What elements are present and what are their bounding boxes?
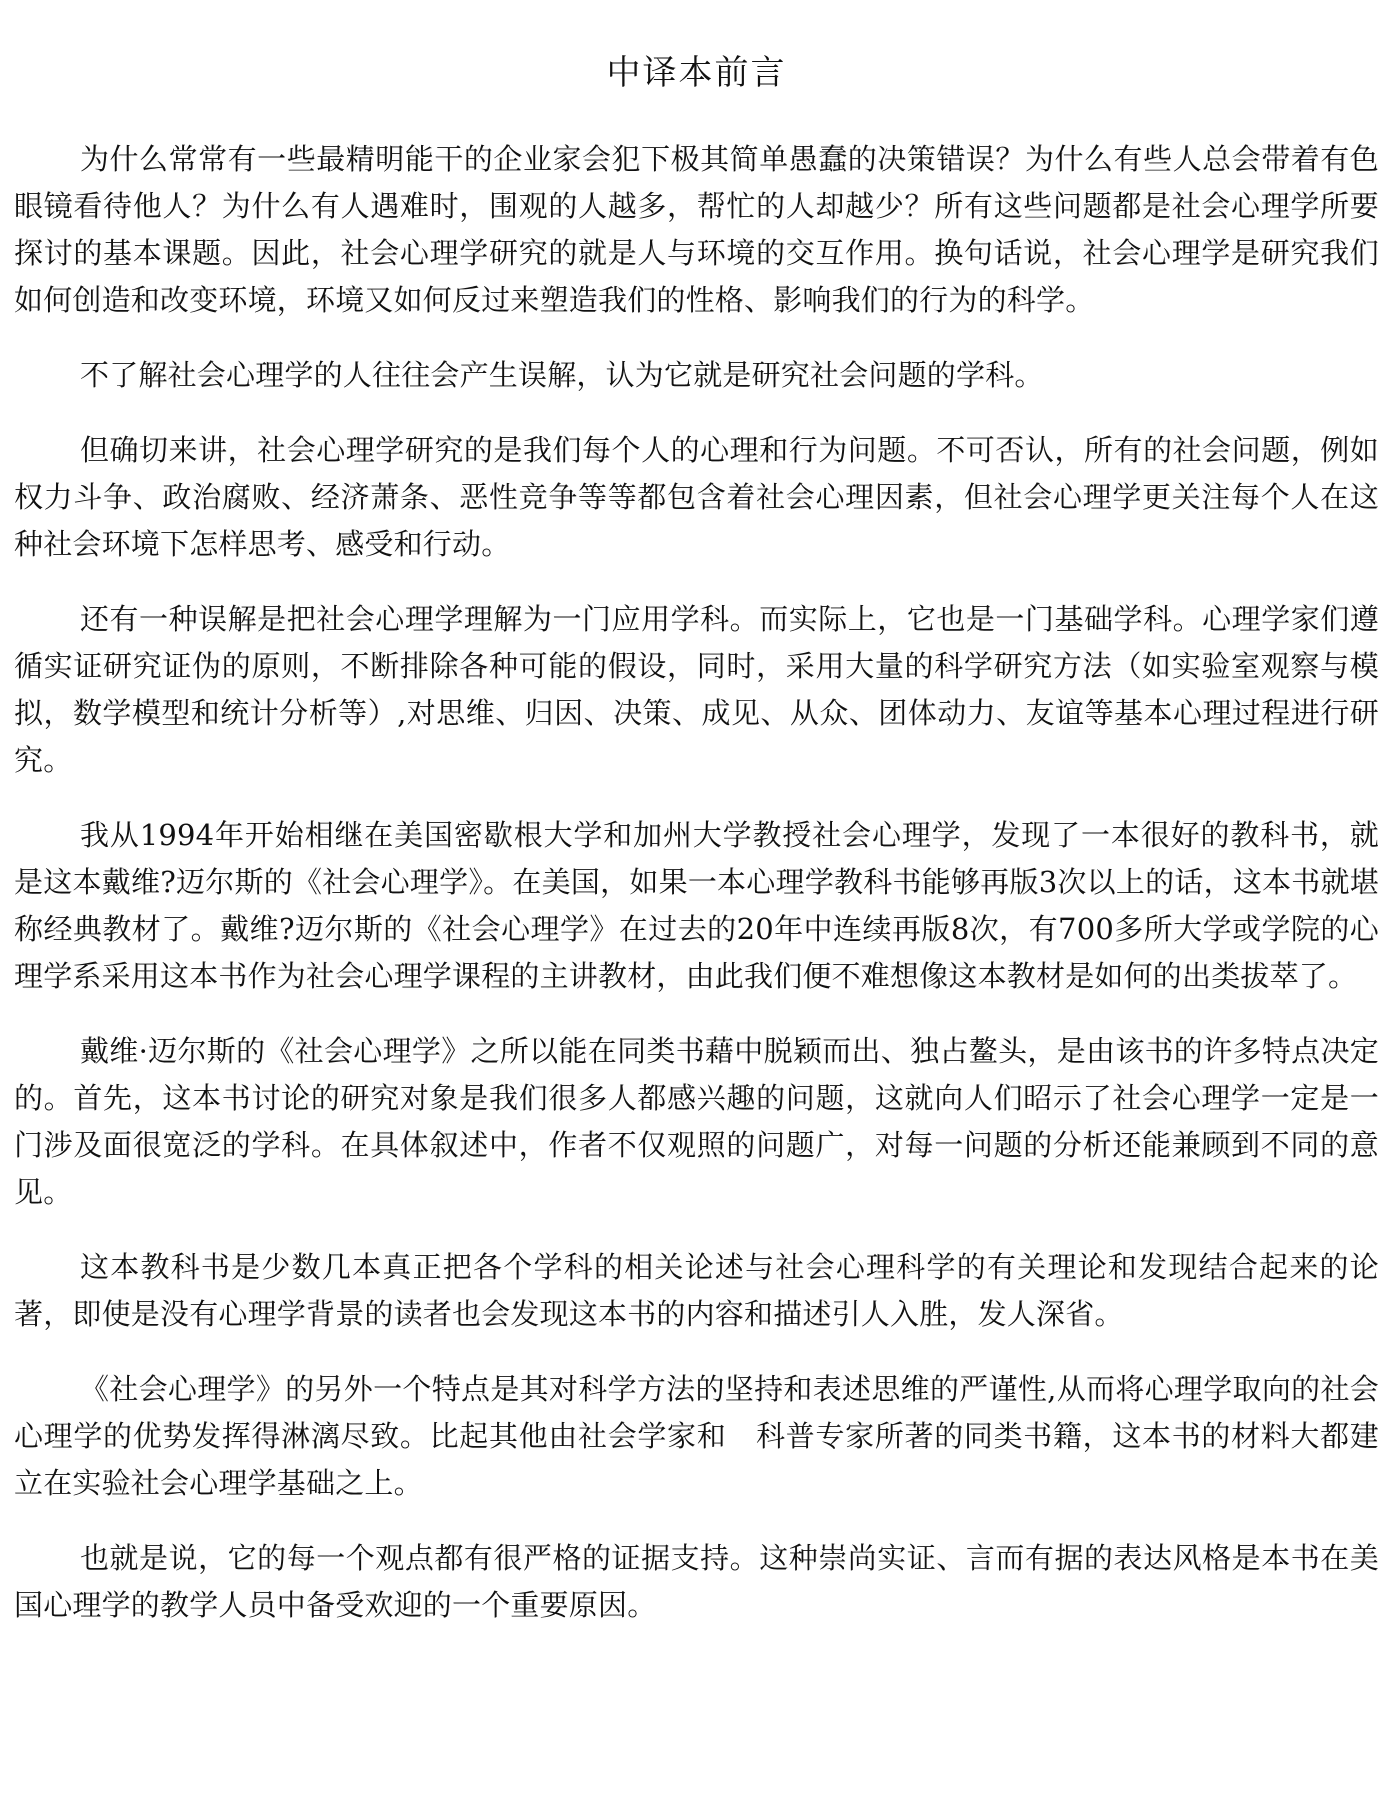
page-title: 中译本前言 xyxy=(606,53,787,93)
paragraph-4: 还有一种误解是把社会心理学理解为一门应用学科。而实际上，它也是一门基础学科。心理学家们遵循实证研究证伪的原则，不断排除各种可能的假设，同时，采用大量的科学研究方法（如实验室观察与模拟，数学模型和统计分析等）,对思维、归因、决策、成见、从众、团体动力、友谊等基本心理过程进行研究。 xyxy=(14,602,1379,777)
paragraph-6: 戴维·迈尔斯的《社会心理学》之所以能在同类书藉中脱颖而出、独占鳌头，是由该书的许多特点决定的。首先，这本书讨论的研究对象是我们很多人都感兴趣的问题，这就向人们昭示了社会心理学一定是一门涉及面很宽泛的学科。在具体叙述中，作者不仅观照的问题广，对每一问题的分析还能兼顾到不同的意见。 xyxy=(14,1034,1379,1209)
paragraph-7: 这本教科书是少数几本真正把各个学科的相关论述与社会心理科学的有关理论和发现结合起来的论著，即使是没有心理学背景的读者也会发现这本书的内容和描述引人入胜，发人深省。 xyxy=(14,1250,1379,1331)
paragraph-2: 不了解社会心理学的人往往会产生误解，认为它就是研究社会问题的学科。 xyxy=(80,358,1044,392)
paragraph-5: 我从1994年开始相继在美国密歇根大学和加州大学教授社会心理学，发现了一本很好的教科书，就是这本戴维?迈尔斯的《社会心理学》。在美国，如果一本心理学教科书能够再版3次以上的话，这本书就堪称经典教材了。戴维?迈尔斯的《社会心理学》在过去的20年中连续再版8次，有700多所大学或学院的心理学系采用这本书作为社会心理学课程的主讲教材，由此我们便不难想像这本教材是如何的出类拔萃了。 xyxy=(14,818,1379,993)
paragraph-3: 但确切来讲，社会心理学研究的是我们每个人的心理和行为问题。不可否认，所有的社会问题，例如权力斗争、政治腐败、经济萧条、恶性竞争等等都包含着社会心理因素，但社会心理学更关注每个人在这种社会环境下怎样思考、感受和行动。 xyxy=(14,433,1379,561)
paragraph-1: 为什么常常有一些最精明能干的企业家会犯下极其简单愚蠢的决策错误？为什么有些人总会带着有色眼镜看待他人？为什么有人遇难时，围观的人越多，帮忙的人却越少？所有这些问题都是社会心理学所要探讨的基本课题。因此，社会心理学研究的就是人与环境的交互作用。换句话说，社会心理学是研究我们如何创造和改变环境，环境又如何反过来塑造我们的性格、影响我们的行为的科学。 xyxy=(14,142,1379,317)
paragraph-8: 《社会心理学》的另外一个特点是其对科学方法的坚持和表述思维的严谨性,从而将心理学取向的社会心理学的优势发挥得淋漓尽致。比起其他由社会学家和 科普专家所著的同类书籍，这本书的材料大都建立在实验社会心理学基础之上。 xyxy=(14,1372,1379,1500)
paragraph-9: 也就是说，它的每一个观点都有很严格的证据支持。这种崇尚实证、言而有据的表达风格是本书在美国心理学的教学人员中备受欢迎的一个重要原因。 xyxy=(14,1541,1379,1622)
